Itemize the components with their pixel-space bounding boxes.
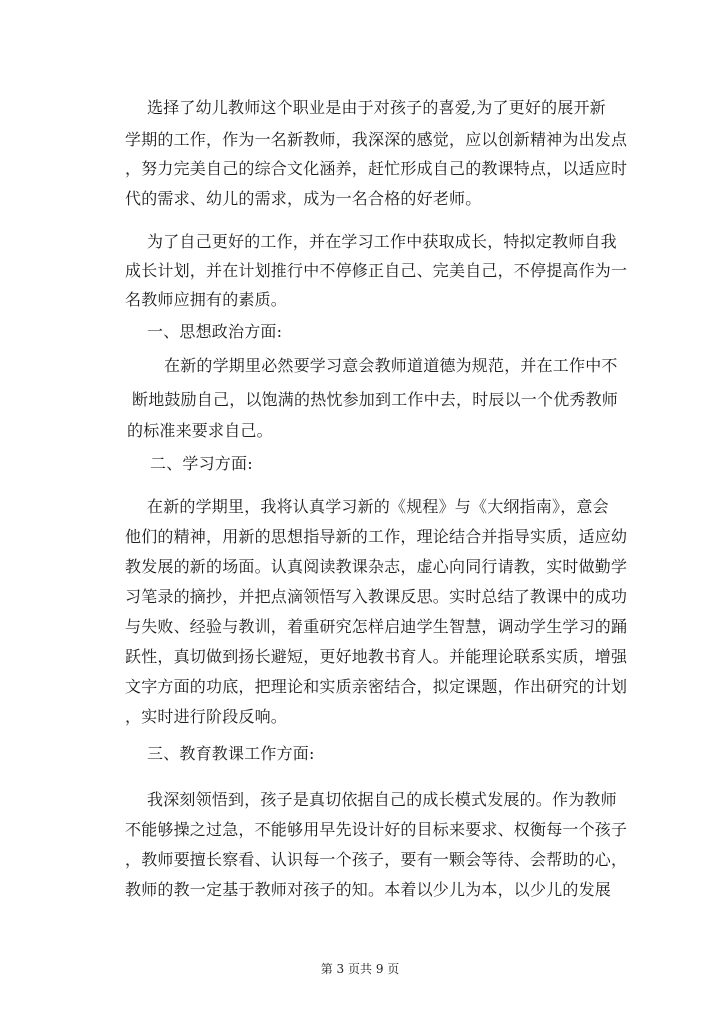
- text-line: 为了自己更好的工作，并在学习工作中获取成长，特拟定教师自我: [147, 232, 617, 251]
- text-line: 在新的学期里必然要学习意会教师道道德为规范，并在工作中不: [164, 356, 618, 375]
- text-line: 断地鼓励自己，以饱满的热忱参加到工作中去，时辰以一个优秀教师: [132, 390, 619, 409]
- page-number: 第 3 页共 9 页: [320, 962, 400, 976]
- text-line: ，努力完美自己的综合文化涵养，赶忙形成自己的教课特点，以适应时: [125, 159, 628, 178]
- text-line: 代的需求、幼儿的需求，成为一名合格的好老师。: [125, 189, 482, 208]
- text-line: 与失败、经验与教训，着重研究怎样启迪学生智慧，调动学生学习的踊: [125, 617, 628, 636]
- section-heading: 三、教育教课工作方面:: [147, 744, 315, 763]
- text-line: 学期的工作，作为一名新教师，我深深的感觉，应以创新精神为出发点: [125, 130, 628, 149]
- text-line: 教师的教一定基于教师对孩子的知。本着以少儿为本，以少儿的发展: [125, 880, 612, 899]
- text-line: 习笔录的摘抄，并把点滴领悟写入教课反思。实时总结了教课中的成功: [125, 587, 628, 606]
- text-line: 教发展的新的场面。认真阅读教课杂志，虚心向同行请教，实时做勤学: [125, 557, 628, 576]
- text-line: 成长计划，并在计划推行中不停修正自己、完美自己，不停提高作为一: [125, 261, 628, 280]
- text-line: 名教师应拥有的素质。: [125, 290, 288, 309]
- text-line: 他们的精神，用新的思想指导新的工作，理论结合并指导实质，适应幼: [125, 527, 628, 546]
- text-line: 的标准来要求自己。: [127, 421, 273, 440]
- text-line: 跃性，真切做到扬长避短，更好地教书育人。并能理论联系实质，增强: [125, 647, 628, 666]
- text-line: 不能够操之过急，不能够用早先设计好的目标来要求、权衡每一个孩子: [125, 820, 628, 839]
- text-line: ，实时进行阶段反响。: [125, 707, 288, 726]
- text-line: 选择了幼儿教师这个职业是由于对孩子的喜爱,为了更好的展开新: [147, 98, 606, 117]
- section-heading: 二、学习方面:: [150, 454, 253, 473]
- text-line: ，教师要擅长察看、认识每一个孩子，要有一颗会等待、会帮助的心，: [125, 850, 628, 869]
- text-line: 我深刻领悟到，孩子是真切依据自己的成长模式发展的。作为教师: [147, 790, 617, 809]
- text-line: 在新的学期里，我将认真学习新的《规程》与《大纲指南》，意会: [147, 497, 609, 516]
- text-line: 文字方面的功底，把理论和实质亲密结合，拟定课题，作出研究的计划: [125, 677, 628, 696]
- section-heading: 一、思想政治方面:: [147, 322, 283, 341]
